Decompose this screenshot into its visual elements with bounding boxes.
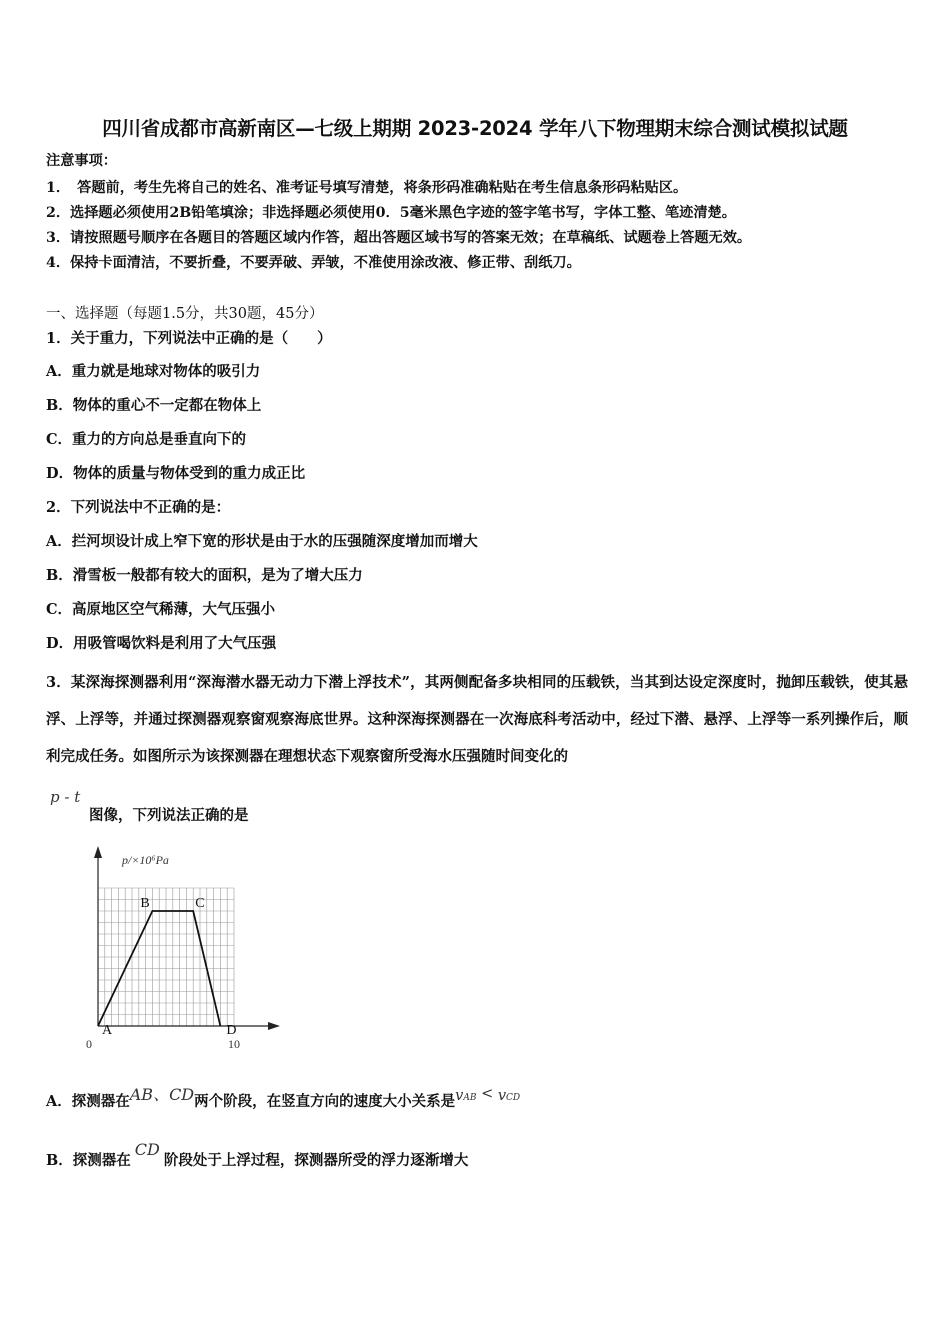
option-b-prefix: B．探测器在 [46, 1152, 131, 1169]
question-2-option-b: B．滑雪板一般都有较大的面积，是为了增大压力 [46, 567, 363, 584]
velocity-ab-symbol: v [455, 1088, 464, 1104]
option-b-math: CD [134, 1140, 160, 1159]
chart-grid [98, 888, 234, 1026]
question-2-option-c: C．高原地区空气稀薄，大气压强小 [46, 601, 276, 618]
notice-item: 3．请按照题号顺序在各题目的答题区域内作答，超出答题区域书写的答案无效；在草稿纸、试题卷上答题无效。 [46, 230, 752, 246]
question-3-option-b [46, 1140, 469, 1170]
velocity-ab [455, 1088, 476, 1104]
pt-symbol: p - t [50, 788, 81, 806]
point-label-d: D [226, 1023, 237, 1038]
question-3-stem-tail: 图像，下列说法正确的是 [89, 807, 249, 824]
notice-item: 4．保持卡面清洁，不要折叠，不要弄破、弄皱，不准使用涂改液、修正带、刮纸刀。 [46, 255, 581, 271]
notice-item: 2．选择题必须使用2B铅笔填涂；非选择题必须使用0．5毫米黑色字迹的签字笔书写，字体工整、笔迹清楚。 [46, 205, 736, 221]
option-a-math: AB、CD [129, 1085, 195, 1104]
velocity-cd-symbol: v [497, 1088, 507, 1104]
question-3-option-a [46, 1085, 521, 1111]
x-tick-label: 10 [228, 1037, 240, 1051]
chart-labels [86, 853, 240, 1051]
point-label-c: C [195, 896, 205, 911]
question-1-option-c: C．重力的方向总是垂直向下的 [46, 431, 247, 448]
less-than-sign: < [476, 1086, 498, 1102]
question-1-option-d: D．物体的质量与物体受到的重力成正比 [46, 465, 306, 482]
chart-axes [94, 846, 280, 1030]
option-a-mid: 两个阶段，在竖直方向的速度大小关系是 [194, 1093, 456, 1110]
y-axis-arrow [94, 846, 102, 858]
question-1-stem: 1．关于重力，下列说法中正确的是（ ） [46, 330, 332, 347]
notice-heading: 注意事项： [46, 153, 117, 169]
question-2-option-a: A．拦河坝设计成上窄下宽的形状是由于水的压强随深度增加而增大 [46, 533, 478, 550]
question-1-option-b: B．物体的重心不一定都在物体上 [46, 397, 262, 414]
question-3-stem: 3．某深海探测器利用“深海潜水器无动力下潜上浮技术”，其两侧配备多块相同的压载铁，当其到达设定深度时，抛卸压载铁，使其悬浮、上浮等，并通过探测器观察窗观察海底世界。这种深海探测器在一次海底科考活动中，经过下潜、悬浮、上浮等一系列操作后，顺利完成任务。如图所示为该探测器在理想状态下观察窗所受海水压强随时间变化的 [46, 674, 908, 765]
pressure-time-chart [60, 840, 320, 1060]
point-label-a: A [102, 1023, 113, 1038]
y-axis-label: p/×10⁶Pa [122, 853, 169, 867]
question-2-stem: 2．下列说法中不正确的是： [46, 499, 231, 516]
velocity-cd [498, 1088, 520, 1104]
point-label-b: B [140, 896, 150, 911]
x-tick-label: 0 [86, 1037, 92, 1051]
page-title: 四川省成都市高新南区—七级上期期 2023-2024 学年八下物理期末综合测试模拟试题 [102, 117, 848, 140]
notice-item: 1． 答题前，考生先将自己的姓名、准考证号填写清楚，将条形码准确粘贴在考生信息条形码粘贴区。 [46, 180, 688, 196]
section-heading: 一、选择题（每题1.5分，共30题，45分） [46, 306, 324, 322]
question-2-option-d: D．用吸管喝饮料是利用了大气压强 [46, 635, 277, 652]
option-a-prefix: A．探测器在 [46, 1093, 130, 1110]
option-b-mid: 阶段处于上浮过程，探测器所受的浮力逐渐增大 [163, 1152, 469, 1169]
x-axis-arrow [268, 1022, 280, 1030]
velocity-ab-sub: AB [463, 1093, 477, 1103]
question-1-option-a: A．重力就是地球对物体的吸引力 [46, 363, 261, 380]
velocity-cd-sub: CD [506, 1093, 521, 1103]
